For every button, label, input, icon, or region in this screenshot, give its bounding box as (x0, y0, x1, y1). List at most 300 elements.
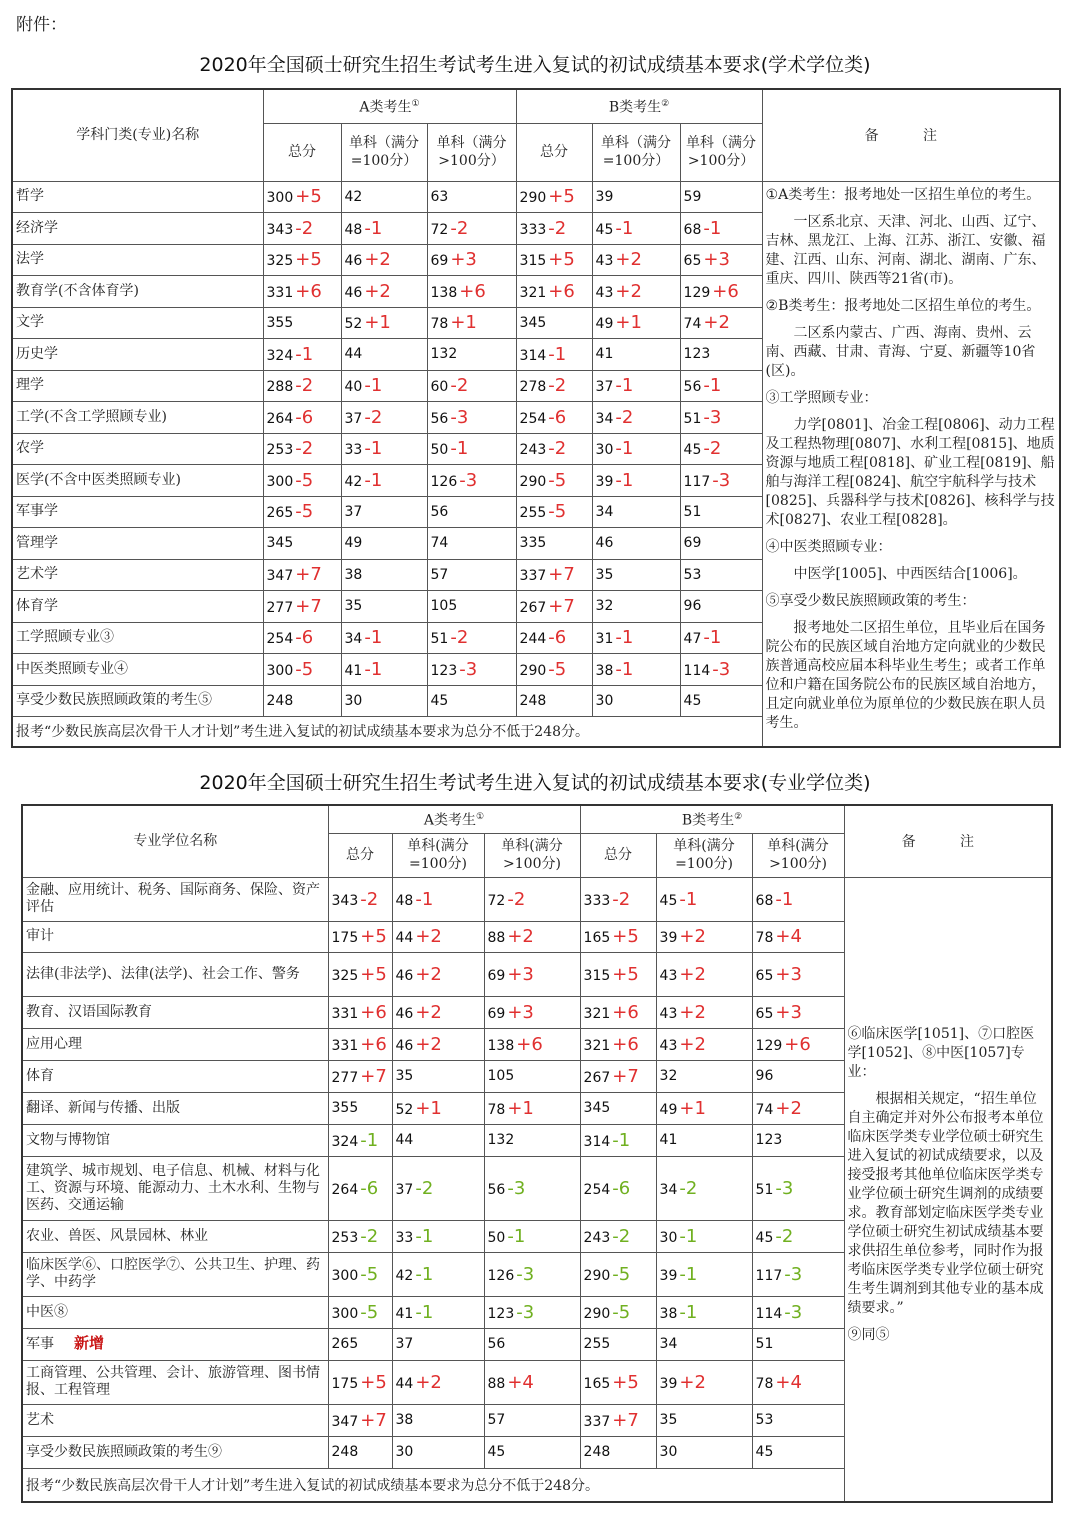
cell-b-total (580, 877, 656, 921)
score-value: 44 (395, 1375, 414, 1392)
score-value: 355 (266, 314, 294, 331)
cell-b-single100 (656, 1092, 752, 1124)
cell-a-total (328, 1028, 392, 1060)
row-name (22, 1028, 328, 1060)
score-value: 74 (430, 535, 449, 552)
score-value: 248 (331, 1444, 359, 1460)
score-change: +2 (679, 963, 706, 985)
cell-b-single-gt100 (680, 528, 762, 560)
cell-a-single100 (341, 402, 427, 434)
score-change: -5 (295, 658, 314, 680)
row-name-text: 艺术 (26, 1411, 54, 1428)
academic-score-table (11, 88, 1061, 748)
score-change: +2 (703, 312, 730, 334)
score-change: -2 (548, 375, 567, 397)
cell-b-single-gt100 (752, 1436, 844, 1468)
score-value: 78 (755, 930, 774, 946)
cell-b-single-gt100 (680, 559, 762, 591)
academic-table-title: 2020年全国硕士研究生招生考试考生进入复试的初试成绩基本要求(学术学位类) (199, 54, 871, 76)
score-change: +5 (295, 249, 322, 271)
score-value: 39 (659, 1267, 678, 1284)
cell-a-single-gt100 (427, 213, 516, 245)
score-value: 45 (487, 1444, 506, 1460)
score-change: +2 (364, 249, 391, 271)
score-change: -5 (360, 1263, 379, 1285)
score-value: 290 (583, 1305, 611, 1322)
score-value: 39 (595, 188, 614, 205)
score-value: 45 (430, 692, 449, 709)
score-change: -1 (360, 1129, 379, 1151)
cell-a-single100 (392, 996, 484, 1028)
score-change: -5 (360, 1301, 379, 1323)
cell-b-total (580, 1328, 656, 1360)
score-value: 65 (755, 967, 774, 984)
score-value: 253 (331, 1229, 359, 1246)
score-value: 333 (583, 892, 611, 909)
score-value: 40 (344, 379, 363, 396)
cell-b-single100 (656, 996, 752, 1028)
score-value: 35 (395, 1068, 414, 1084)
score-value: 39 (659, 1375, 678, 1392)
cell-b-total (580, 1124, 656, 1156)
score-change: -3 (507, 1177, 526, 1199)
cell-a-single-gt100 (427, 654, 516, 686)
score-change: +6 (712, 280, 739, 302)
score-change: +5 (548, 186, 575, 208)
row-name (12, 181, 263, 213)
cell-a-single-gt100 (427, 433, 516, 465)
cell-b-single100 (656, 952, 752, 996)
cell-a-total (328, 877, 392, 921)
cell-b-single100 (656, 1220, 752, 1252)
score-change: +7 (548, 595, 575, 617)
cell-b-single100 (592, 559, 680, 591)
cell-a-single100 (392, 1360, 484, 1404)
score-change: -2 (703, 438, 722, 460)
cell-a-total (328, 1220, 392, 1252)
cell-b-total (516, 339, 592, 371)
cell-a-total (263, 244, 341, 276)
score-value: 42 (395, 1267, 414, 1284)
score-change: +2 (775, 1097, 802, 1119)
score-change: +1 (450, 312, 477, 334)
score-change: -1 (775, 888, 794, 910)
score-change: -1 (679, 888, 698, 910)
header-a-single100: 单科（满分=100分） (341, 123, 427, 181)
score-value: 129 (683, 284, 711, 301)
score-change: -2 (450, 375, 469, 397)
cell-b-single100 (592, 465, 680, 497)
score-value: 264 (331, 1181, 359, 1198)
cell-a-single-gt100 (484, 1124, 580, 1156)
score-value: 325 (331, 967, 359, 984)
cell-a-single-gt100 (484, 952, 580, 996)
cell-a-single100 (392, 1328, 484, 1360)
cell-b-single100 (592, 244, 680, 276)
header-a-single100: 单科(满分=100分) (392, 833, 484, 877)
remark-line: ③工学照顾专业： (765, 390, 878, 406)
cell-a-single-gt100 (427, 685, 516, 717)
score-value: 33 (344, 442, 363, 459)
header-b-single100: 单科（满分=100分） (592, 123, 680, 181)
score-change: +7 (612, 1065, 639, 1087)
cell-a-total (328, 1092, 392, 1124)
row-name (22, 1296, 328, 1328)
score-change: -1 (612, 1129, 631, 1151)
cell-a-single-gt100 (484, 877, 580, 921)
cell-a-single100 (341, 213, 427, 245)
cell-a-single100 (341, 465, 427, 497)
score-value: 69 (683, 535, 702, 552)
score-value: 331 (331, 1005, 359, 1022)
cell-a-single100 (392, 1436, 484, 1468)
score-change: -2 (295, 438, 314, 460)
cell-b-total (516, 685, 592, 717)
row-name-text: 哲学 (16, 188, 44, 205)
score-value: 126 (430, 473, 458, 490)
row-name (12, 591, 263, 623)
score-value: 51 (430, 631, 449, 648)
header-a-single-gt100: 单科（满分>100分） (427, 123, 516, 181)
row-name-text: 法律(非法学)、法律(法学)、社会工作、警务 (26, 965, 300, 982)
score-value: 50 (430, 442, 449, 459)
row-name-text: 翻译、新闻与传播、出版 (26, 1099, 180, 1116)
score-value: 96 (683, 598, 702, 615)
score-change: -3 (516, 1301, 535, 1323)
score-change: -2 (415, 1177, 434, 1199)
cell-a-total (263, 591, 341, 623)
score-change: +2 (415, 1001, 442, 1023)
cell-a-single-gt100 (427, 528, 516, 560)
score-change: +6 (360, 1001, 387, 1023)
score-change: -1 (364, 375, 383, 397)
score-value: 43 (595, 284, 614, 301)
row-name-text: 军事学 (16, 503, 58, 520)
cell-a-total (328, 1404, 392, 1436)
score-change: -5 (612, 1263, 631, 1285)
score-value: 47 (683, 631, 702, 648)
remark-line: ④中医类照顾专业： (765, 539, 892, 555)
score-value: 37 (395, 1336, 414, 1352)
cell-a-total (263, 181, 341, 213)
score-value: 88 (487, 1375, 506, 1392)
cell-b-total (580, 1360, 656, 1404)
score-value: 300 (331, 1305, 359, 1322)
header-name: 学科门类(专业)名称 (12, 89, 263, 181)
score-change: -2 (364, 406, 383, 428)
score-change: +6 (548, 280, 575, 302)
cell-b-single-gt100 (680, 465, 762, 497)
score-value: 300 (266, 190, 294, 207)
cell-a-total (328, 921, 392, 952)
cell-a-single100 (341, 244, 427, 276)
score-change: -1 (364, 438, 383, 460)
cell-b-total (516, 276, 592, 308)
score-value: 45 (683, 442, 702, 459)
score-value: 331 (266, 284, 294, 301)
score-value: 267 (519, 599, 547, 616)
cell-a-single-gt100 (427, 276, 516, 308)
score-value: 41 (659, 1132, 678, 1148)
cell-b-single-gt100 (752, 1328, 844, 1360)
cell-a-single-gt100 (484, 921, 580, 952)
score-change: +1 (415, 1097, 442, 1119)
table-row (22, 877, 1052, 921)
header-a-total: 总分 (328, 833, 392, 877)
score-change: -6 (295, 406, 314, 428)
score-change: +2 (679, 1033, 706, 1055)
row-name-text: 审计 (26, 928, 54, 944)
score-value: 46 (595, 535, 614, 552)
score-value: 39 (659, 930, 678, 946)
score-value: 37 (344, 503, 363, 520)
score-value: 300 (331, 1267, 359, 1284)
row-name-text: 中医类照顾专业④ (16, 660, 128, 677)
score-value: 30 (595, 692, 614, 709)
score-change: -1 (364, 469, 383, 491)
score-change: +7 (295, 564, 322, 586)
score-change: +2 (615, 280, 642, 302)
row-name (22, 1220, 328, 1252)
professional-table-title: 2020年全国硕士研究生招生考试考生进入复试的初试成绩基本要求(专业学位类) (199, 772, 871, 794)
score-change: +6 (360, 1033, 387, 1055)
score-value: 52 (395, 1101, 414, 1118)
cell-a-single-gt100 (484, 1252, 580, 1296)
cell-b-single100 (592, 685, 680, 717)
score-change: -1 (615, 658, 634, 680)
cell-a-single-gt100 (484, 1436, 580, 1468)
cell-b-single100 (656, 921, 752, 952)
score-change: +2 (679, 1371, 706, 1393)
score-value: 267 (583, 1069, 611, 1086)
cell-b-single-gt100 (752, 1028, 844, 1060)
score-value: 34 (344, 631, 363, 648)
cell-b-single-gt100 (680, 181, 762, 213)
row-name (22, 996, 328, 1028)
cell-b-total (580, 952, 656, 996)
score-value: 345 (266, 535, 294, 552)
score-value: 126 (487, 1267, 515, 1284)
cell-a-total (328, 1436, 392, 1468)
score-change: -1 (679, 1301, 698, 1323)
score-change: -6 (548, 627, 567, 649)
remark-line: ①A类考生：报考地处一区招生单位的考生。 (765, 187, 1041, 203)
score-value: 45 (659, 892, 678, 909)
score-value: 35 (595, 566, 614, 583)
score-value: 30 (344, 692, 363, 709)
score-value: 123 (487, 1305, 515, 1322)
score-change: +2 (415, 926, 442, 947)
score-value: 347 (331, 1413, 359, 1430)
remarks-cell (762, 181, 1060, 747)
score-change: +3 (507, 963, 534, 985)
score-change: -5 (548, 469, 567, 491)
score-value: 65 (755, 1005, 774, 1022)
score-value: 51 (755, 1181, 774, 1198)
score-change: +2 (679, 1001, 706, 1023)
score-value: 57 (430, 566, 449, 583)
score-value: 30 (659, 1229, 678, 1246)
score-value: 248 (266, 692, 294, 709)
score-value: 50 (487, 1229, 506, 1246)
score-value: 63 (430, 188, 449, 205)
score-change: -3 (775, 1177, 794, 1199)
cell-a-total (263, 465, 341, 497)
score-value: 343 (331, 892, 359, 909)
cell-a-total (328, 996, 392, 1028)
score-change: +3 (450, 249, 477, 271)
score-value: 51 (755, 1336, 774, 1352)
cell-a-total (263, 339, 341, 371)
remark-line: 一区系北京、天津、河北、山西、辽宁、吉林、黑龙江、上海、江苏、浙江、安徽、福建、江西、山东、河南、湖北、湖南、广东、重庆、四川、陕西等21省(市)。 (765, 214, 1046, 287)
score-value: 243 (583, 1229, 611, 1246)
score-change: -2 (612, 888, 631, 910)
score-change: -1 (615, 217, 634, 239)
score-change: +2 (415, 963, 442, 985)
score-change: -1 (364, 217, 383, 239)
cell-b-single100 (656, 1156, 752, 1220)
cell-b-total (516, 307, 592, 339)
score-value: 96 (755, 1068, 774, 1084)
score-change: -3 (712, 658, 731, 680)
score-change: -2 (360, 1225, 379, 1247)
cell-b-single-gt100 (752, 1156, 844, 1220)
score-change: -1 (415, 1263, 434, 1285)
cell-a-single-gt100 (484, 1360, 580, 1404)
cell-b-total (580, 1436, 656, 1468)
score-value: 32 (595, 598, 614, 615)
row-name-text: 农学 (16, 440, 44, 457)
row-name-text: 文学 (16, 314, 44, 331)
score-value: 69 (487, 967, 506, 984)
cell-a-single-gt100 (484, 1156, 580, 1220)
score-value: 244 (519, 631, 547, 648)
cell-a-single100 (392, 1296, 484, 1328)
cell-a-single-gt100 (484, 1060, 580, 1092)
row-name (22, 1360, 328, 1404)
cell-b-single-gt100 (680, 654, 762, 686)
cell-b-single100 (592, 654, 680, 686)
header-b-single-gt100: 单科(满分>100分) (752, 833, 844, 877)
cell-b-single-gt100 (752, 1220, 844, 1252)
score-value: 138 (487, 1037, 515, 1054)
row-name (12, 465, 263, 497)
cell-b-single-gt100 (752, 996, 844, 1028)
score-value: 345 (519, 314, 547, 331)
score-value: 345 (583, 1100, 611, 1116)
score-value: 74 (683, 316, 702, 333)
cell-a-single-gt100 (427, 339, 516, 371)
cell-b-total (516, 370, 592, 402)
score-change: -3 (703, 406, 722, 428)
score-value: 52 (344, 316, 363, 333)
cell-b-single100 (592, 339, 680, 371)
cell-a-total (328, 1156, 392, 1220)
score-change: +6 (612, 1033, 639, 1055)
cell-a-single100 (392, 1124, 484, 1156)
score-value: 129 (755, 1037, 783, 1054)
row-name (12, 685, 263, 717)
score-value: 277 (266, 599, 294, 616)
score-value: 165 (583, 1375, 611, 1392)
cell-a-total (328, 1252, 392, 1296)
score-change: -1 (450, 438, 469, 460)
cell-a-single100 (392, 1060, 484, 1092)
score-value: 48 (395, 892, 414, 909)
cell-b-single100 (592, 276, 680, 308)
cell-a-single100 (341, 370, 427, 402)
score-value: 300 (266, 662, 294, 679)
remark-line: 根据相关规定，“招生单位自主确定并对外公布报考本单位临床医学类专业学位硕士研究生进入复试的初试成绩要求，以及接受报考其他单位临床医学类专业学位硕士研究生调剂的成绩要求。教育部划定临床医学类专业学位硕士研究生初试成绩基本要求供招生单位参考，同时作为报考临床医学类专业学位硕士研究生考生调剂到其他专业的基本成绩要求。” (847, 1091, 1044, 1317)
score-change: +3 (507, 1001, 534, 1023)
score-value: 78 (755, 1375, 774, 1392)
score-value: 46 (344, 253, 363, 270)
score-value: 45 (755, 1229, 774, 1246)
score-change: +1 (615, 312, 642, 334)
score-value: 325 (266, 253, 294, 270)
cell-a-single-gt100 (427, 465, 516, 497)
row-name-text: 中医⑧ (26, 1303, 68, 1320)
row-name-text: 历史学 (16, 345, 58, 362)
score-value: 265 (266, 505, 294, 522)
cell-b-single100 (592, 496, 680, 528)
score-change: -3 (459, 469, 478, 491)
row-name (12, 370, 263, 402)
remark-line: 二区系内蒙古、广西、海南、贵州、云南、西藏、甘肃、青海、宁夏、新疆等10省(区)。 (765, 325, 1036, 379)
score-value: 72 (430, 221, 449, 238)
score-value: 41 (395, 1305, 414, 1322)
score-value: 46 (395, 1037, 414, 1054)
score-value: 44 (395, 930, 414, 946)
cell-b-single100 (592, 622, 680, 654)
cell-a-single100 (341, 339, 427, 371)
score-change: +7 (612, 1409, 639, 1431)
row-name-text: 艺术学 (16, 566, 58, 583)
cell-b-total (516, 465, 592, 497)
cell-a-single100 (392, 1404, 484, 1436)
cell-b-single-gt100 (752, 921, 844, 952)
score-value: 265 (331, 1336, 359, 1352)
score-value: 324 (331, 1133, 359, 1150)
score-change: +6 (295, 280, 322, 302)
cell-a-single100 (341, 433, 427, 465)
score-value: 41 (344, 662, 363, 679)
score-value: 105 (430, 598, 458, 615)
score-value: 74 (755, 1101, 774, 1118)
score-change: -1 (507, 1225, 526, 1247)
cell-a-single-gt100 (427, 370, 516, 402)
score-value: 314 (519, 347, 547, 364)
score-value: 43 (595, 253, 614, 270)
score-value: 31 (595, 631, 614, 648)
cell-a-total (263, 496, 341, 528)
cell-a-single100 (392, 1028, 484, 1060)
row-name (22, 1436, 328, 1468)
score-change: -6 (295, 627, 314, 649)
cell-b-total (516, 622, 592, 654)
row-name (12, 496, 263, 528)
cell-b-single-gt100 (680, 496, 762, 528)
score-value: 264 (266, 410, 294, 427)
score-value: 56 (683, 379, 702, 396)
row-name (22, 1156, 328, 1220)
cell-b-total (516, 402, 592, 434)
score-value: 300 (266, 473, 294, 490)
cell-b-single100 (592, 181, 680, 213)
score-value: 42 (344, 188, 363, 205)
score-value: 68 (683, 221, 702, 238)
score-change: -1 (548, 343, 567, 365)
